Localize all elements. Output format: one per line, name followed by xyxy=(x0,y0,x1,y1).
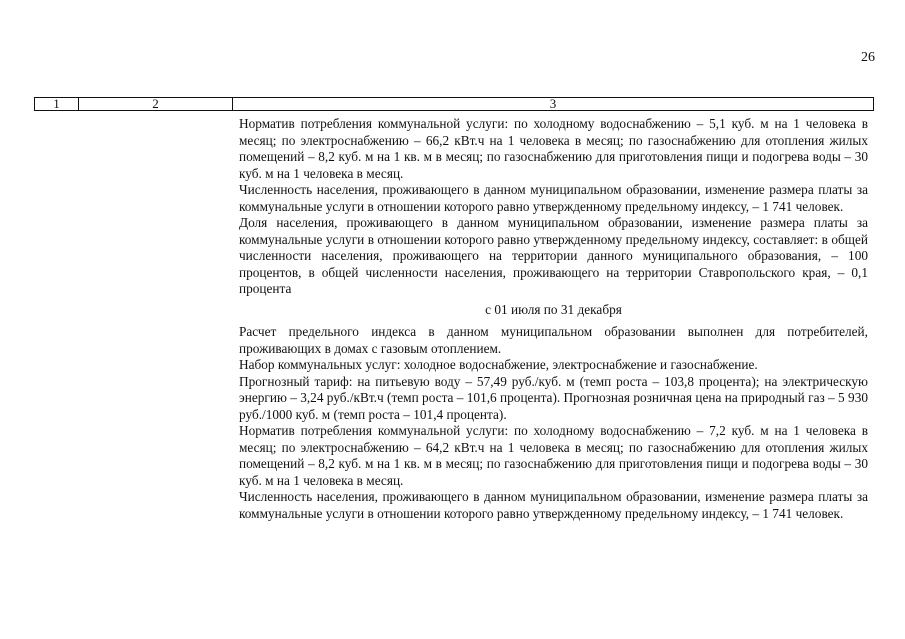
period-heading: с 01 июля по 31 декабря xyxy=(485,301,622,317)
paragraph-population-share: Доля населения, проживающего в данном муниципальном образовании, изменение размера платы за коммунальные услуги в отношении которого равно утвержденному предельному индексу, составляет: в общей численности населения, проживающего на территории данного муниципального образования, – 100 процентов, в общей численности населения, проживающего на территории Ставропольского края, – 0,1 процента xyxy=(239,215,868,296)
paragraph-consumption-norm: Норматив потребления коммунальной услуги: по холодному водоснабжению – 5,1 куб. м на 1 человека в месяц; по электроснабжению – 66,2 кВт.ч на 1 человека в месяц; по газоснабжению для отопления жилых помещений – 8,2 куб. м на 1 кв. м в месяц; по газоснабжению для приготовления пищи и подогрева воды – 30 куб. м на 1 человека в месяц. xyxy=(239,116,868,181)
document-body xyxy=(239,116,868,522)
paragraph-population-count: Численность населения, проживающего в данном муниципальном образовании, изменение размера платы за коммунальные услуги в отношении которого равно утвержденному предельному индексу, – 1 741 человек. xyxy=(239,182,868,214)
paragraph-services-set: Набор коммунальных услуг: холодное водоснабжение, электроснабжение и газоснабжение. xyxy=(239,357,758,372)
table-header-row xyxy=(34,97,874,111)
paragraph-forecast-tariff: Прогнозный тариф: на питьевую воду – 57,49 руб./куб. м (темп роста – 103,8 процента); на электрическую энергию – 3,24 руб./кВт.ч (темп роста – 101,6 процента). Прогнозная розничная цена на природный газ – 5 930 руб./1000 куб. м (темп роста – 101,4 процента). xyxy=(239,373,868,422)
paragraph-population-count-2: Численность населения, проживающего в данном муниципальном образовании, изменение размера платы за коммунальные услуги в отношении которого равно утвержденному предельному индексу, – 1 741 человек. xyxy=(239,489,868,521)
paragraph-calculation-basis: Расчет предельного индекса в данном муниципальном образовании выполнен для потребителей, проживающих в домах с газовым отоплением. xyxy=(239,324,868,356)
table-header-col-3: 3 xyxy=(549,96,557,111)
page-number: 26 xyxy=(861,50,875,65)
table-header-col-2: 2 xyxy=(79,98,233,110)
paragraph-consumption-norm-2: Норматив потребления коммунальной услуги: по холодному водоснабжению – 7,2 куб. м на 1 человека в месяц; по электроснабжению – 64,2 кВт.ч на 1 человека в месяц; по газоснабжению для отопления жилых помещений – 8,2 куб. м на 1 кв. м в месяц; по газоснабжению для приготовления пищи и подогрева воды – 30 куб. м на 1 человека в месяц. xyxy=(239,423,868,488)
table-header-col-1: 1 xyxy=(35,98,79,110)
